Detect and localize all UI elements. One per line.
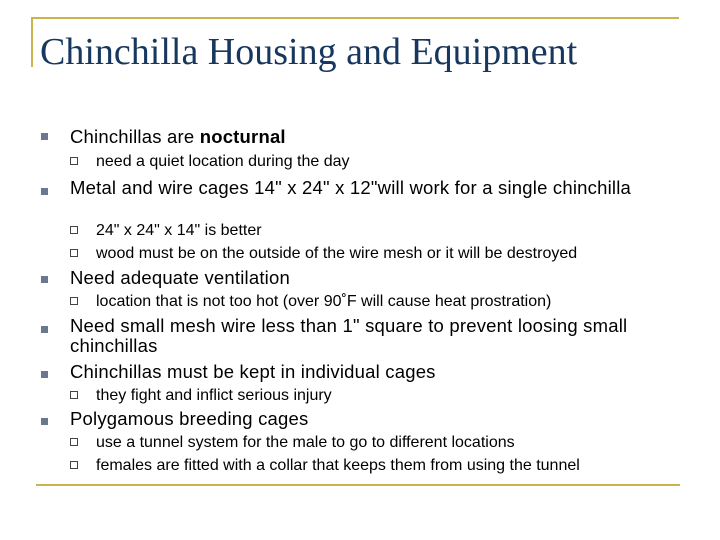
hollow-square-bullet-icon [70, 461, 78, 469]
sub-bullet-not-too-hot: location that is not too hot (over 90˚F will cause heat prostration) [96, 293, 552, 310]
sub-bullet-quiet-location: need a quiet location during the day [96, 153, 350, 170]
sub-bullet-fight-injury: they fight and inflict serious injury [96, 387, 332, 404]
sub-bullet-better-size: 24" x 24" x 14" is better [96, 222, 262, 239]
square-bullet-icon [41, 133, 48, 140]
bullet-nocturnal [70, 127, 680, 147]
sub-bullet-tunnel-system: use a tunnel system for the male to go to different locations [96, 434, 515, 451]
bullet-small-mesh: Need small mesh wire less than 1" square to prevent loosing small chinchillas [70, 315, 628, 356]
hollow-square-bullet-icon [70, 157, 78, 165]
hollow-square-bullet-icon [70, 391, 78, 399]
square-bullet-icon [41, 326, 48, 333]
bullet-text-lead: Chinchillas are [70, 126, 200, 147]
sub-bullet-wood-outside: wood must be on the outside of the wire mesh or it will be destroyed [96, 245, 578, 262]
hollow-square-bullet-icon [70, 297, 78, 305]
bullet-individual-cages: Chinchillas must be kept in individual cages [70, 361, 436, 382]
square-bullet-icon [41, 371, 48, 378]
square-bullet-icon [41, 418, 48, 425]
hollow-square-bullet-icon [70, 249, 78, 257]
hollow-square-bullet-icon [70, 438, 78, 446]
bullet-ventilation: Need adequate ventilation [70, 267, 290, 288]
slide-title: Chinchilla Housing and Equipment [40, 31, 578, 73]
bullet-text-emphasis: nocturnal [199, 126, 286, 147]
hollow-square-bullet-icon [70, 226, 78, 234]
square-bullet-icon [41, 276, 48, 283]
square-bullet-icon [41, 188, 48, 195]
bullet-polygamous-cages: Polygamous breeding cages [70, 408, 309, 429]
footer-accent-line [36, 484, 680, 486]
sub-bullet-collar: females are fitted with a collar that keeps them from using the tunnel [96, 457, 580, 474]
bullet-cage-size: Metal and wire cages 14" x 24" x 12"will work for a single chinchilla [70, 177, 632, 198]
